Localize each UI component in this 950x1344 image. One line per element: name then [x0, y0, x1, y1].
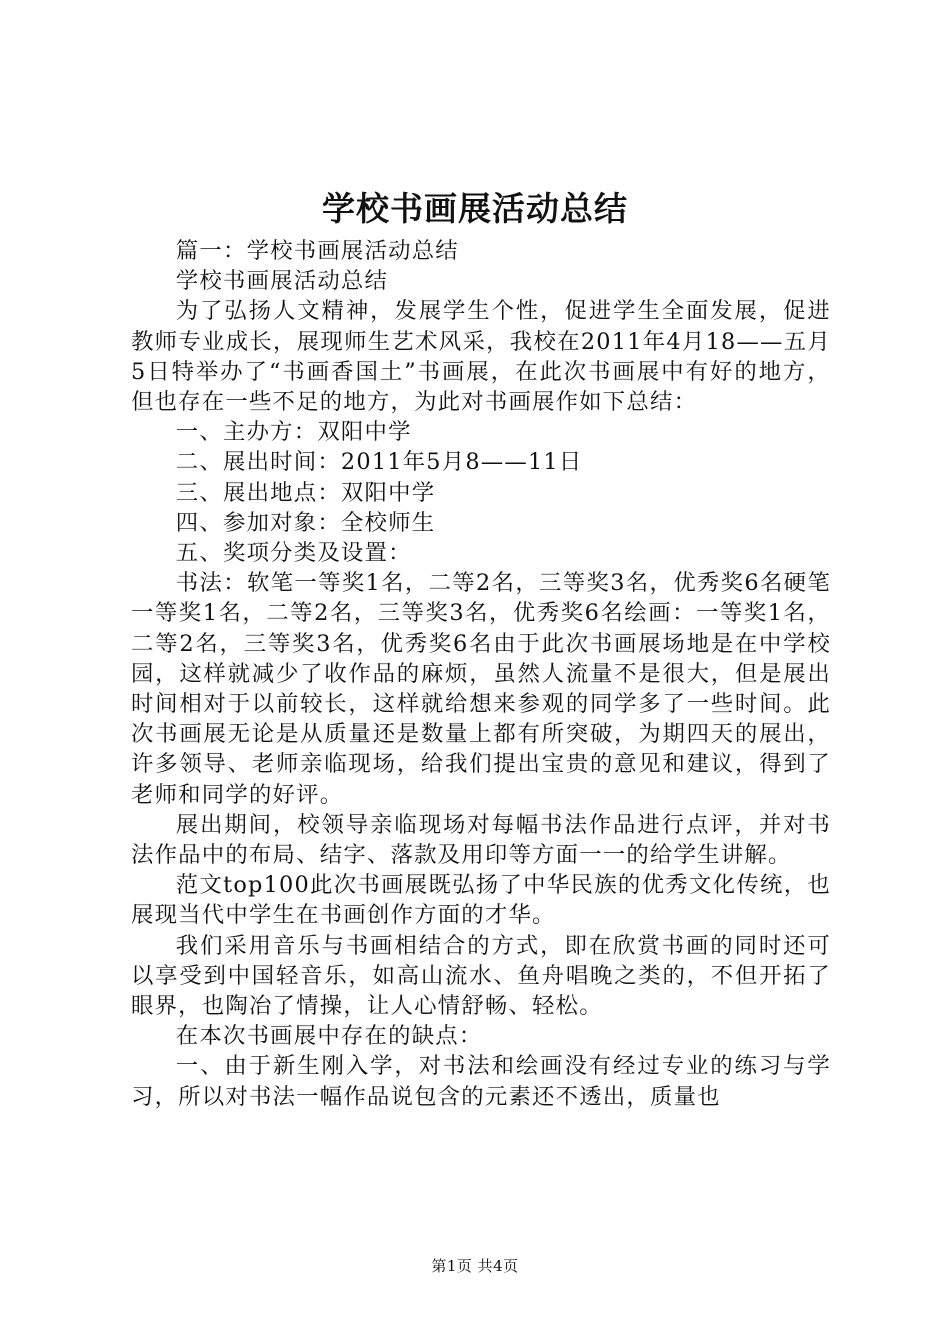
paragraph-intro: 为了弘扬人文精神，发展学生个性，促进学生全面发展，促进教师专业成长，展现师生艺术风采，我校在2011年4月18——五月5日特举办了“书画香国土”书画展，在此次书画展中有好的地方，但也存在一些不足的地方，为此对书画展作如下总结：	[131, 298, 831, 416]
paragraph-music: 我们采用音乐与书画相结合的方式，即在欣赏书画的同时还可以享受到中国轻音乐，如高山流水、鱼舟唱晚之类的，不但开拓了眼界，也陶冶了情操，让人心情舒畅、轻松。	[131, 932, 831, 1020]
paragraph-exhibition-time: 二、展出时间：2011年5月8——11日	[175, 449, 583, 476]
paragraph-shortcoming-one: 一、由于新生刚入学，对书法和绘画没有经过专业的练习与学习，所以对书法一幅作品说包含的元素还不透出，质量也	[131, 1053, 831, 1110]
paragraph-shortcomings-heading: 在本次书画展中存在的缺点：	[175, 1023, 483, 1050]
page-number: 第1页 共4页	[431, 1257, 519, 1275]
paragraph-section-heading: 篇一：学校书画展活动总结	[175, 238, 459, 264]
paragraph-awards-details: 书法：软笔一等奖1名，二等2名，三等奖3名，优秀奖6名硬笔一等奖1名，二等2名，三等奖3名，优秀奖6名绘画：一等奖1名，二等2名，三等奖3名，优秀奖6名由于此次书画展场地是在中学校园，这样就减少了收作品的麻烦，虽然人流量不是很大，但是展出时间相对于以前较长，这样就给想来参观的同学多了一些时间。此次书画展无论是从质量还是数量上都有所突破，为期四天的展出，许多领导、老师亲临现场，给我们提出宝贵的意见和建议，得到了老师和同学的好评。	[131, 570, 831, 808]
paragraph-culture: 范文top100此次书画展既弘扬了中华民族的优秀文化传统，也展现当代中学生在书画创作方面的才华。	[131, 872, 831, 929]
paragraph-subtitle: 学校书画展活动总结	[175, 268, 389, 295]
paragraph-awards-heading: 五、奖项分类及设置：	[175, 540, 412, 567]
document-title: 学校书画展活动总结	[322, 189, 628, 228]
paragraph-participants: 四、参加对象：全校师生	[175, 509, 436, 536]
paragraph-review: 展出期间，校领导亲临现场对每幅书法作品进行点评，并对书法作品中的布局、结字、落款及用印等方面一一的给学生讲解。	[131, 811, 831, 869]
paragraph-organizer: 一、主办方：双阳中学	[175, 419, 412, 446]
document-body	[131, 236, 831, 1112]
paragraph-exhibition-location: 三、展出地点：双阳中学	[175, 479, 436, 506]
